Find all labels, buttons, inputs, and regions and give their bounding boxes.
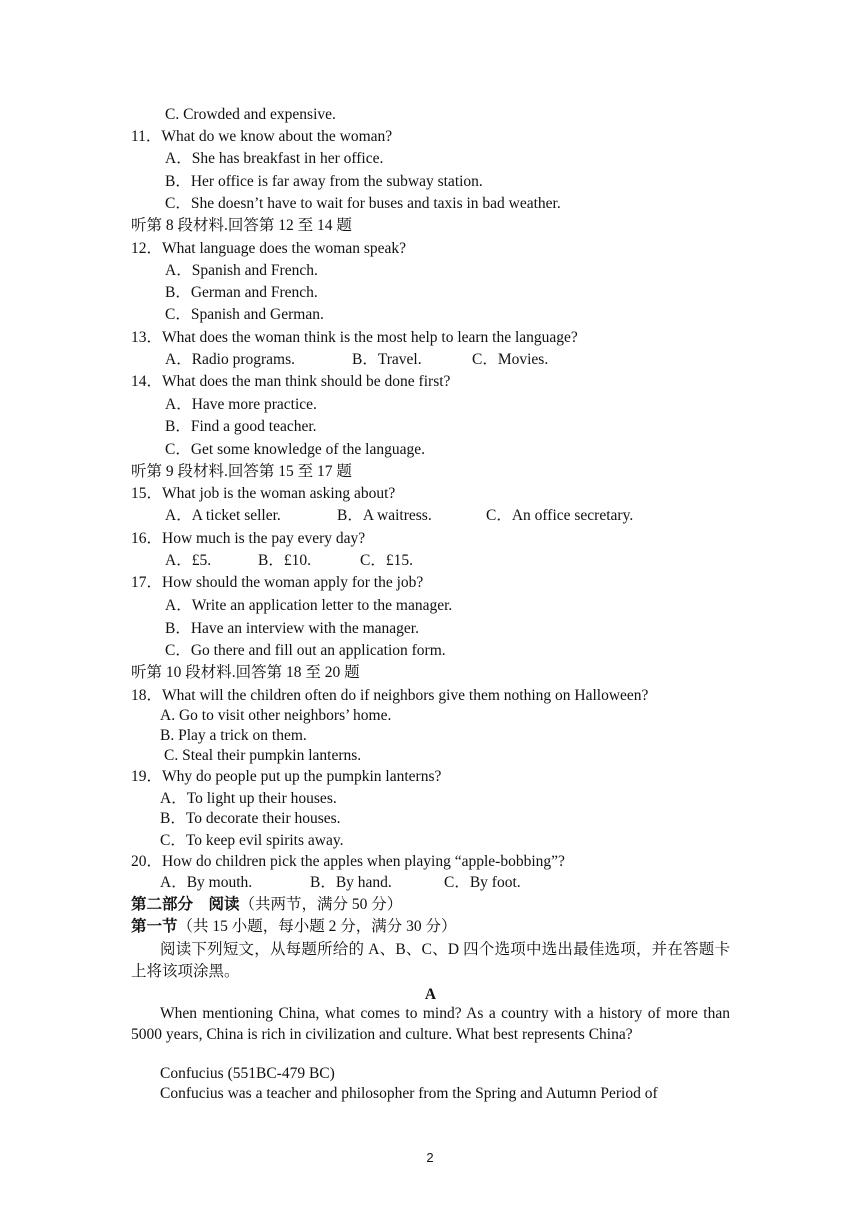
passage-label: A (424, 986, 437, 1003)
q20-option-a: A．By mouth. (160, 874, 253, 891)
q19-option-b: B．To decorate their houses. (160, 810, 341, 827)
question-16: 16．How much is the pay every day? (131, 530, 366, 547)
q13-option-b: B．Travel. (352, 351, 422, 368)
section-1-note: （共 15 小题，每小题 2 分，满分 30 分） (177, 918, 457, 935)
q12-option-c: C．Spanish and German. (165, 306, 324, 323)
question-13: 13．What does the woman think is the most help to learn the language? (131, 329, 578, 346)
question-20: 20．How do children pick the apples when playing “apple-bobbing”? (131, 853, 565, 870)
q14-option-a: A．Have more practice. (165, 396, 317, 413)
section-9-heading: 听第 9 段材料.回答第 15 至 17 题 (131, 463, 352, 480)
q11-option-c: C．She doesn’t have to wait for buses and taxis in bad weather. (165, 195, 561, 212)
q16-option-b: B．£10. (258, 552, 311, 569)
question-15: 15．What job is the woman asking about? (131, 485, 396, 502)
q11-option-a: A．She has breakfast in her office. (165, 150, 384, 167)
part-2-note: （共两节，满分 50 分） (239, 896, 403, 913)
q13-option-a: A．Radio programs. (165, 351, 296, 368)
q11-option-b: B．Her office is far away from the subway station. (165, 173, 483, 190)
question-19: 19．Why do people put up the pumpkin lanterns? (131, 768, 442, 785)
part-2-title: 第二部分 阅读 (131, 896, 240, 913)
q18-option-a: A. Go to visit other neighbors’ home. (160, 707, 392, 724)
question-17: 17．How should the woman apply for the job? (131, 574, 424, 591)
q20-option-c: C．By foot. (444, 874, 521, 891)
q18-option-c: C. Steal their pumpkin lanterns. (164, 747, 362, 764)
q18-option-b: B. Play a trick on them. (160, 727, 307, 744)
section-1-heading (131, 917, 457, 937)
q12-option-b: B．German and French. (165, 284, 318, 301)
page-number: 2 (426, 1150, 434, 1165)
section-8-heading: 听第 8 段材料.回答第 12 至 14 题 (131, 217, 352, 234)
q16-option-c: C．£15. (360, 552, 413, 569)
section-10-heading: 听第 10 段材料.回答第 18 至 20 题 (131, 664, 360, 681)
question-12: 12．What language does the woman speak? (131, 240, 407, 257)
q16-option-a: A．£5. (165, 552, 212, 569)
q14-option-b: B．Find a good teacher. (165, 418, 317, 435)
q17-option-c: C．Go there and fill out an application form. (165, 642, 446, 659)
reading-instructions: 阅读下列短文，从每题所给的 A、B、C、D 四个选项中选出最佳选项，并在答题卡上将该项涂黑。 (131, 941, 730, 980)
q13-option-c: C．Movies. (472, 351, 549, 368)
question-14: 14．What does the man think should be done first? (131, 373, 451, 390)
q15-option-a: A．A ticket seller. (165, 507, 281, 524)
q19-option-c: C．To keep evil spirits away. (160, 832, 344, 849)
section-1-title: 第一节 (131, 918, 178, 935)
q10-option-c: C. Crowded and expensive. (165, 106, 336, 123)
q12-option-a: A．Spanish and French. (165, 262, 318, 279)
part-2-heading (131, 895, 402, 915)
passage-paragraph-2: Confucius was a teacher and philosopher from the Spring and Autumn Period of (160, 1085, 658, 1102)
q17-option-a: A．Write an application letter to the manager. (165, 597, 453, 614)
q14-option-c: C．Get some knowledge of the language. (165, 441, 425, 458)
passage-subheading: Confucius (551BC-479 BC) (160, 1065, 335, 1082)
q20-option-b: B．By hand. (310, 874, 392, 891)
question-18: 18．What will the children often do if neighbors give them nothing on Halloween? (131, 687, 649, 704)
q15-option-c: C．An office secretary. (486, 507, 634, 524)
passage-paragraph-1: When mentioning China, what comes to mind? As a country with a history of more than 5000 years, China is rich in civilization and culture. What best represents China? (131, 1005, 730, 1043)
question-11: 11．What do we know about the woman? (131, 128, 393, 145)
q15-option-b: B．A waitress. (337, 507, 432, 524)
q19-option-a: A．To light up their houses. (160, 790, 337, 807)
q17-option-b: B．Have an interview with the manager. (165, 620, 419, 637)
